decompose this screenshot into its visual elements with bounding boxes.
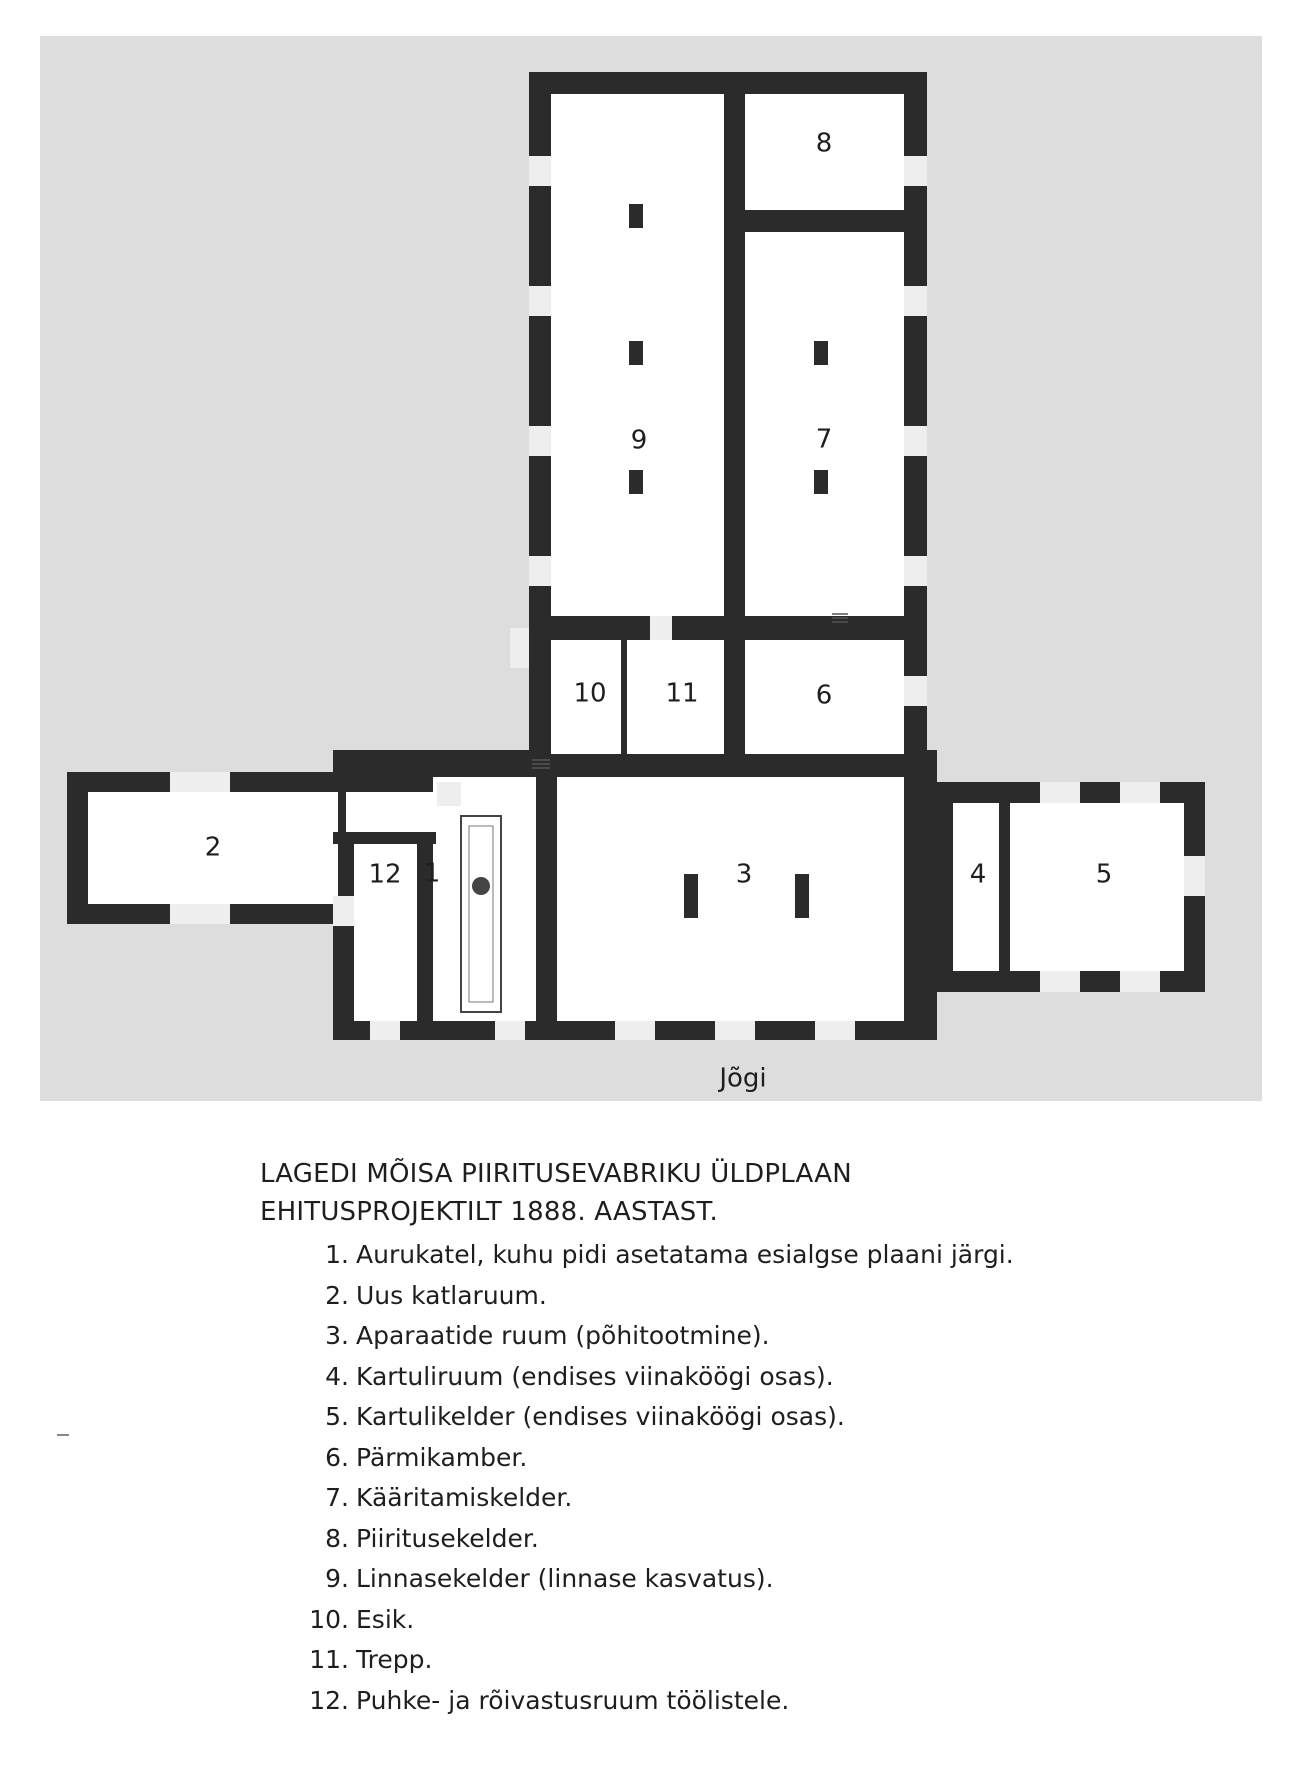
room-label-10: 10: [573, 678, 607, 709]
room-1-area: [433, 777, 536, 1021]
legend-text: Trepp.: [356, 1645, 433, 1674]
legend-item: [260, 1276, 1260, 1317]
legend-number: 4.: [325, 1361, 349, 1391]
plan-caption: [260, 1155, 1260, 1721]
legend-item: [260, 1397, 1260, 1438]
legend-number: 8.: [325, 1523, 349, 1553]
legend-text: Kartuliruum (endises viinaköögi osas).: [356, 1361, 834, 1391]
legend-item: [260, 1681, 1260, 1722]
legend-number: 7.: [325, 1483, 349, 1512]
legend-text: Pärmikamber.: [356, 1442, 528, 1472]
partition-1-3: [536, 777, 557, 1021]
caption-title-line-2: EHITUSPROJEKTILT 1888. AASTAST.: [260, 1197, 718, 1227]
legend-text: Piiritusekelder.: [356, 1523, 539, 1553]
legend-number: 3.: [325, 1321, 349, 1350]
legend-number: 11.: [309, 1645, 349, 1674]
floor-plan-drawing: [40, 36, 1262, 1101]
legend-number: 6.: [325, 1442, 349, 1472]
legend-item: [260, 1559, 1260, 1600]
caption-title: [260, 1155, 1260, 1231]
legend-item: [260, 1519, 1260, 1560]
room-label-1: 1: [423, 858, 441, 889]
legend-item: [260, 1478, 1260, 1519]
legend-item: [260, 1600, 1260, 1641]
legend-item: [260, 1438, 1260, 1479]
room-label-6: 6: [815, 680, 833, 711]
room-2-passage: [346, 792, 436, 832]
legend-number: 2.: [325, 1280, 349, 1310]
legend-number: 12.: [309, 1685, 349, 1715]
room-label-4: 4: [969, 859, 987, 890]
room-label-8: 8: [815, 128, 833, 159]
legend-item: [260, 1235, 1260, 1276]
partition-2-12: [333, 832, 436, 844]
legend-item: [260, 1316, 1260, 1357]
legend-text: Aparaatide ruum (põhitootmine).: [356, 1321, 770, 1350]
room-label-3: 3: [735, 859, 753, 890]
room-label-7: 7: [815, 424, 833, 455]
margin-mark: [57, 1434, 69, 1436]
room-label-5: 5: [1095, 859, 1113, 890]
partition-10-11: [621, 640, 627, 754]
room-legend: [260, 1235, 1260, 1721]
river-label: Jõgi: [719, 1063, 767, 1094]
legend-text: Linnasekelder (linnase kasvatus).: [356, 1564, 774, 1593]
room-label-11: 11: [665, 678, 699, 709]
room-label-12: 12: [368, 859, 402, 890]
legend-text: Kartulikelder (endises viinaköögi osas).: [356, 1402, 845, 1431]
legend-text: Uus katlaruum.: [356, 1280, 547, 1310]
caption-title-line-1: LAGEDI MÕISA PIIRITUSEVABRIKU ÜLDPLAAN: [260, 1159, 852, 1189]
legend-text: Esik.: [356, 1604, 415, 1634]
legend-item: [260, 1640, 1260, 1681]
room-label-9: 9: [630, 425, 648, 456]
partition-4-5: [999, 803, 1010, 971]
legend-text: Puhke- ja rõivastusruum töölistele.: [356, 1685, 790, 1715]
legend-item: [260, 1357, 1260, 1398]
room-interiors: [88, 94, 1184, 1021]
legend-number: 1.: [325, 1240, 349, 1269]
floor-plan-panel: [40, 36, 1262, 1101]
legend-text: Kääritamiskelder.: [356, 1483, 573, 1512]
legend-number: 9.: [325, 1564, 349, 1593]
legend-text: Aurukatel, kuhu pidi asetatama esialgse plaani järgi.: [356, 1240, 1014, 1269]
room-3-area: [557, 777, 904, 1021]
legend-number: 5.: [325, 1402, 349, 1431]
legend-number: 10.: [309, 1604, 349, 1634]
room-label-2: 2: [204, 832, 222, 863]
